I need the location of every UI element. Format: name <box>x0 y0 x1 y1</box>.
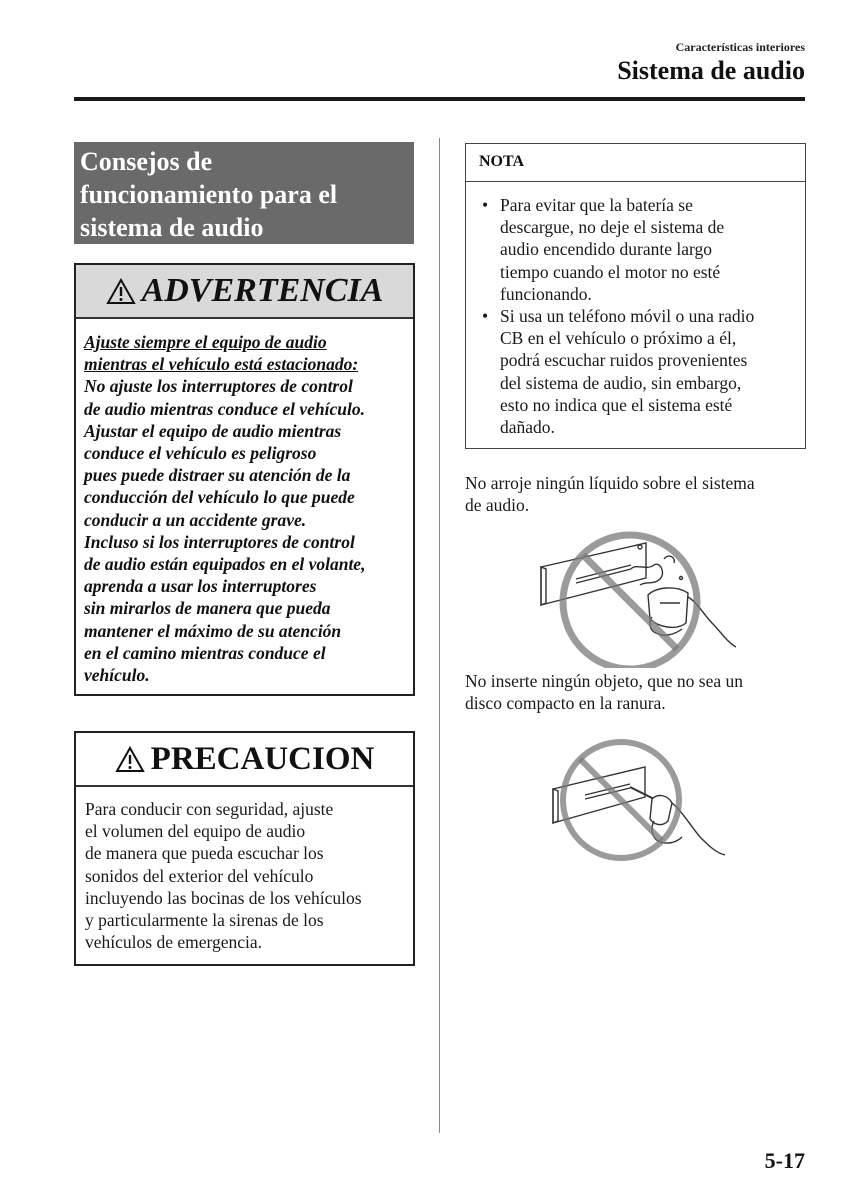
note-line: del sistema de audio, sin embargo, <box>500 372 742 393</box>
section-heading-line: Consejos de <box>80 147 213 176</box>
caution-line: vehículos de emergencia. <box>85 932 263 953</box>
warning-line: pues puede distraer su atención de la <box>84 465 351 486</box>
note-item <box>478 194 795 305</box>
section-heading <box>74 142 414 244</box>
note-item <box>478 305 795 438</box>
bullet: • <box>482 195 489 215</box>
warning-line: conducir a un accidente grave. <box>84 509 307 530</box>
caution-box <box>74 731 415 966</box>
note-line: funcionando. <box>500 283 592 304</box>
warning-header <box>76 265 413 319</box>
page-title: Sistema de audio <box>617 56 805 85</box>
warning-line: de audio están equipados en el volante, <box>84 554 366 575</box>
column-divider <box>439 138 440 1133</box>
caution-line: de manera que pueda escuchar los <box>85 843 324 864</box>
paragraph-liquid <box>465 472 810 516</box>
note-line: audio encendido durante largo <box>500 239 713 260</box>
caution-line: el volumen del equipo de audio <box>85 821 306 842</box>
note-line: esto no indica que el sistema esté <box>500 394 733 415</box>
caution-title: PRECAUCION <box>150 740 375 777</box>
caution-triangle-icon <box>115 746 145 773</box>
caution-body <box>76 787 413 953</box>
paragraph-line: No arroje ningún líquido sobre el sistema <box>465 473 755 493</box>
bullet: • <box>482 306 489 327</box>
note-line: descargue, no deje el sistema de <box>500 217 725 238</box>
warning-body <box>76 319 413 686</box>
warning-line: de audio mientras conduce el vehículo. <box>84 398 365 419</box>
warning-title: ADVERTENCIA <box>141 272 384 309</box>
note-line: dañado. <box>500 417 555 438</box>
note-line: podrá escuchar ruidos provenientes <box>500 350 748 371</box>
paragraph-line: No inserte ningún objeto, que no sea un <box>465 671 744 691</box>
warning-line: conducción del vehículo lo que puede <box>84 487 355 508</box>
warning-underlined-line: mientras el vehículo está estacionado: <box>84 354 359 375</box>
no-object-illustration <box>550 737 725 862</box>
warning-line: mantener el máximo de su atención <box>84 620 342 641</box>
paragraph-line: disco compacto en la ranura. <box>465 693 666 714</box>
page-number: 5-17 <box>764 1148 805 1173</box>
note-title: NOTA <box>466 144 805 182</box>
caution-line: y particularmente la sirenas de los <box>85 910 324 931</box>
caution-line: sonidos del exterior del vehículo <box>85 865 314 886</box>
note-line: tiempo cuando el motor no esté <box>500 261 721 282</box>
caution-line: incluyendo las bocinas de los vehículos <box>85 887 362 908</box>
warning-triangle-icon <box>106 278 136 305</box>
no-liquid-illustration <box>536 523 736 668</box>
warning-line: aprenda a usar los interruptores <box>84 576 317 597</box>
section-heading-line: sistema de audio <box>80 213 264 242</box>
note-box <box>465 143 806 449</box>
note-body <box>466 182 805 438</box>
warning-box <box>74 263 415 696</box>
note-line: CB en el vehículo o próximo a él, <box>500 328 737 349</box>
chapter-label: Características interiores <box>675 40 805 54</box>
warning-line: No ajuste los interruptores de control <box>84 376 353 397</box>
paragraph-object <box>465 670 810 714</box>
note-line: Para evitar que la batería se <box>500 195 693 215</box>
section-heading-line: funcionamiento para el <box>80 180 338 209</box>
warning-line: Incluso si los interruptores de control <box>84 531 355 552</box>
warning-underlined-line: Ajuste siempre el equipo de audio <box>84 332 327 352</box>
header-rule <box>74 97 805 101</box>
warning-line: sin mirarlos de manera que pueda <box>84 598 331 619</box>
warning-line: Ajustar el equipo de audio mientras <box>84 420 342 441</box>
warning-line: vehículo. <box>84 665 150 686</box>
note-line: Si usa un teléfono móvil o una radio <box>500 306 755 327</box>
warning-line: conduce el vehículo es peligroso <box>84 443 317 464</box>
caution-line: Para conducir con seguridad, ajuste <box>85 799 334 819</box>
warning-line: en el camino mientras conduce el <box>84 642 326 663</box>
paragraph-line: de audio. <box>465 495 530 516</box>
caution-header <box>76 733 413 787</box>
